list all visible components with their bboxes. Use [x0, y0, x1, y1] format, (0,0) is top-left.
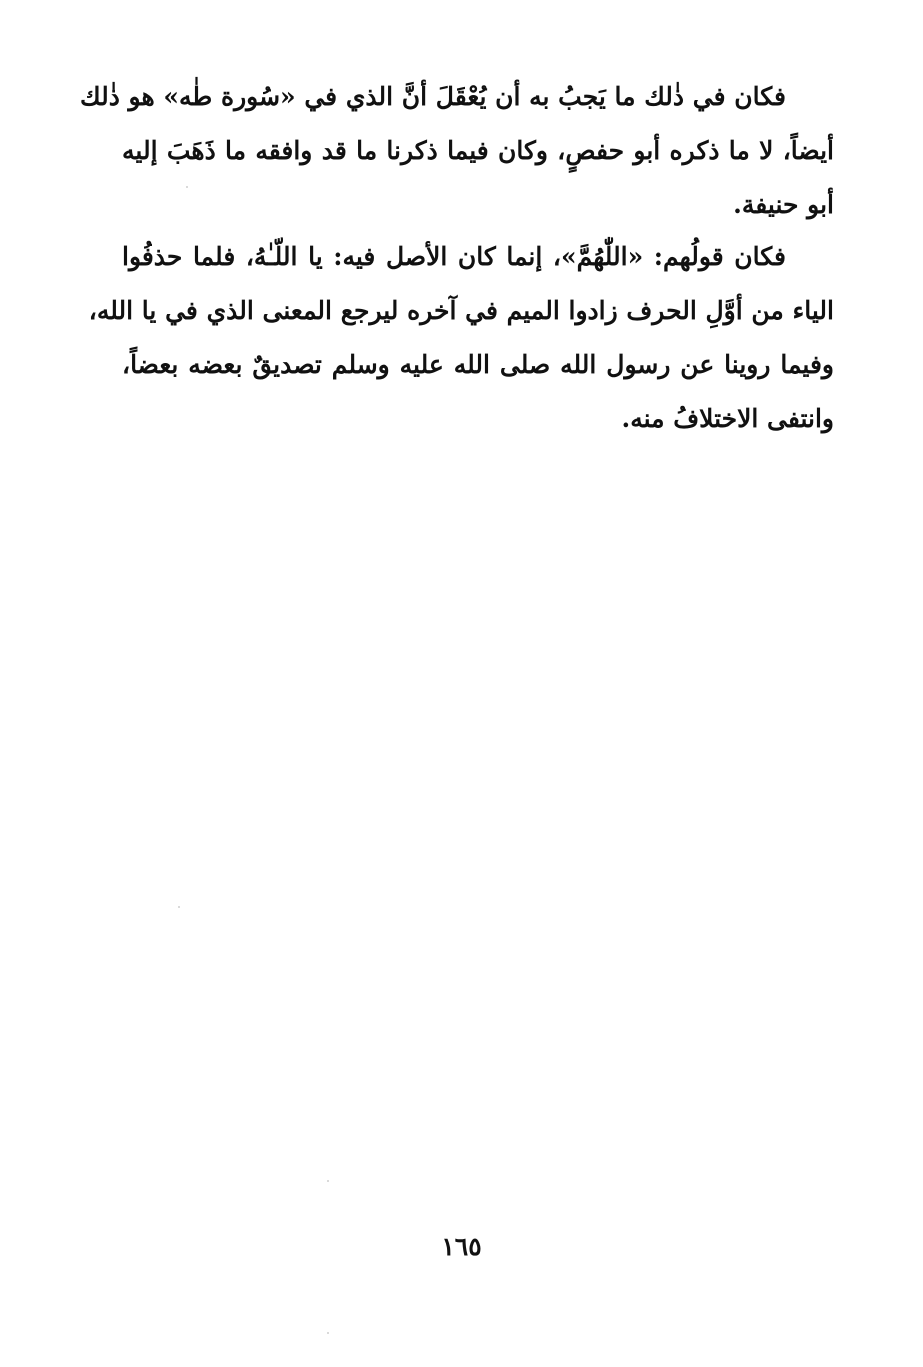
paragraph-2	[88, 230, 834, 446]
paper-speck	[327, 1332, 329, 1334]
paper-speck	[178, 906, 180, 908]
paragraph-2-line-4: وانتفى الاختلافُ منه.	[621, 404, 834, 433]
paper-speck	[327, 1180, 329, 1182]
paragraph-1	[80, 70, 834, 232]
paragraph-1-line-2: أيضاً، لا ما ذكره أبو حفصٍ، وكان فيما ذكرنا ما قد وافقه ما ذَهَبَ إليه	[122, 136, 834, 165]
page-number: ١٦٥	[441, 1232, 482, 1261]
paragraph-2-line-3: وفيما روينا عن رسول الله صلى الله عليه وسلم تصديقٌ بعضه بعضاً،	[122, 350, 834, 379]
paragraph-1-line-3: أبو حنيفة.	[733, 190, 834, 219]
paragraph-2-line-2: الياء من أوَّلِ الحرف زادوا الميم في آخره ليرجع المعنى الذي في يا الله،	[88, 296, 834, 325]
paragraph-1-line-1: فكان في ذٰلك ما يَجبُ به أن يُعْقَلَ أنَّ الذي في «سُورة طٰه» هو ذٰلك	[80, 82, 786, 111]
paragraph-2-line-1: فكان قولُهم: «اللّٰهُمَّ»، إنما كان الأصل فيه: يا اللّـٰهُ، فلما حذفُوا	[122, 242, 786, 271]
paper-speck	[186, 186, 188, 188]
